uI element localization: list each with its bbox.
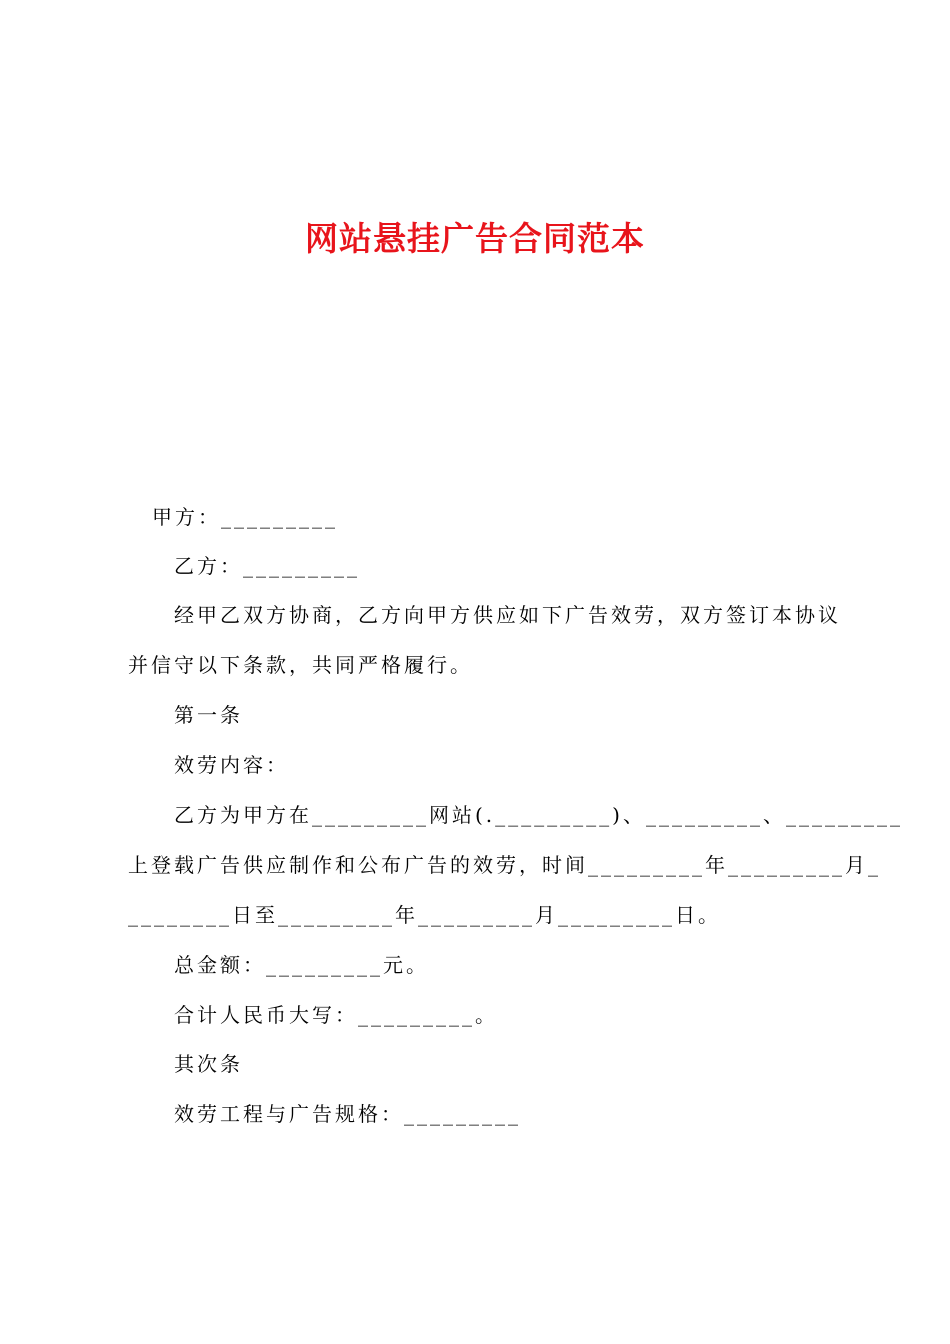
party-b-line: 乙方：_________ (174, 554, 360, 578)
intro-paragraph-line-2: 并信守以下条款，共同严格履行。 (128, 653, 473, 677)
service-paragraph-line-2: 上登载广告供应制作和公布广告的效劳，时间_________年_________月_ (128, 853, 881, 877)
service-items-line: 效劳工程与广告规格：_________ (174, 1102, 521, 1126)
service-paragraph-line-1: 乙方为甲方在_________网站(._________)、_________、_________ (174, 803, 903, 827)
party-a-line: 甲方：_________ (152, 505, 338, 529)
service-paragraph-line-3: ________日至_________年_________月_________日。 (128, 903, 721, 927)
total-amount-line: 总金额：_________元。 (174, 953, 429, 977)
amount-in-words-line: 合计人民币大写：_________。 (174, 1003, 498, 1027)
document-title: 网站悬挂广告合同范本 (305, 219, 645, 258)
article-2-heading: 其次条 (174, 1052, 243, 1076)
intro-paragraph-line-1: 经甲乙双方协商，乙方向甲方供应如下广告效劳，双方签订本协议 (174, 603, 841, 627)
service-content-label: 效劳内容： (174, 753, 289, 777)
article-1-heading: 第一条 (174, 703, 243, 727)
